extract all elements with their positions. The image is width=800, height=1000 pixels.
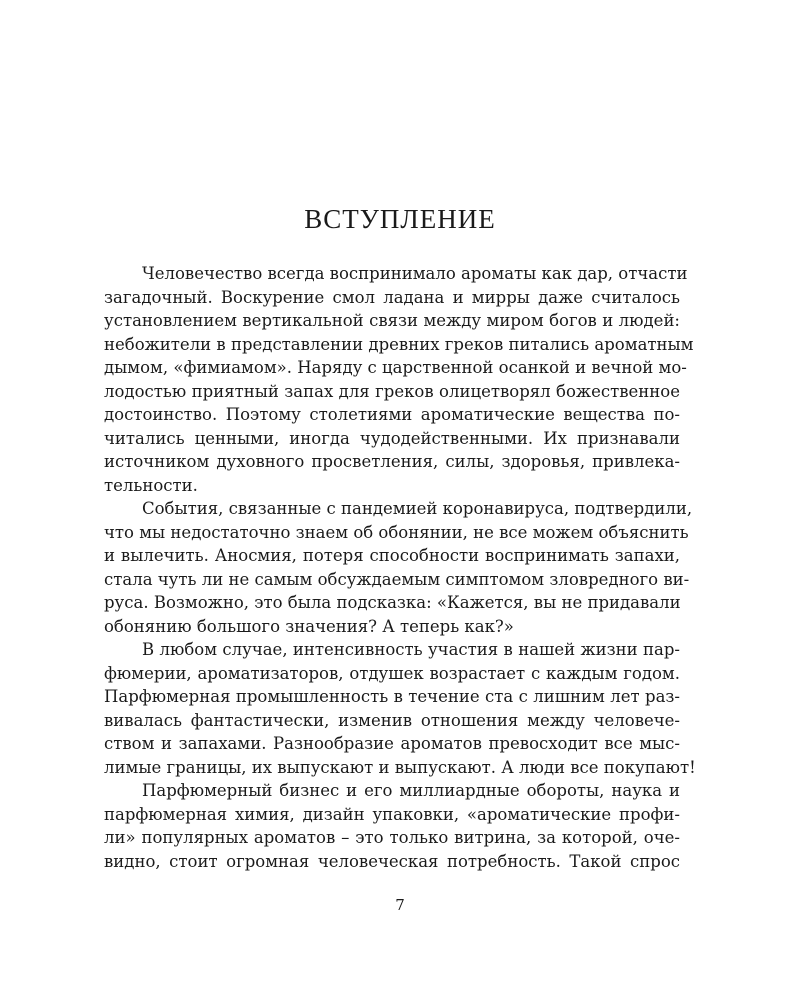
text-line: и вылечить. Аносмия, потеря способности воспринимать запахи, [104,546,680,565]
text-line: обонянию большого значения? А теперь как?» [104,616,514,636]
paragraph [104,262,694,497]
text-line: небожители в представлении древних греков питались ароматным [104,334,694,354]
chapter-heading: ВСТУПЛЕНИЕ [304,204,496,234]
text-line: руса. Возможно, это была подсказка: «Кажется, вы не придавали [104,593,681,612]
text-line: лодостью приятный запах для греков олицетворял божественное [104,381,680,401]
text-line: фюмерии, ароматизаторов, отдушек возрастает с каждым годом. [104,663,680,683]
text-line: ством и запахами. Разнообразие ароматов превосходит все мыс- [104,734,680,753]
text-line: установлением вертикальной связи между миром богов и людей: [104,311,680,330]
text-line: видно, стоит огромная человеческая потребность. Такой спрос [104,851,680,871]
paragraph [104,638,696,779]
text-line: ли» популярных ароматов – это только витрина, за которой, оче- [104,828,680,847]
text-line: парфюмерная химия, дизайн упаковки, «ароматические профи- [104,804,680,824]
text-line: События, связанные с пандемией коронавируса, подтвердили, [142,499,693,518]
text-line: источником духовного просветления, силы, здоровья, привлека- [104,452,680,471]
text-line: Человечество всегда воспринимало ароматы как дар, отчасти [142,264,688,283]
page-number: 7 [395,896,405,914]
text-line: Парфюмерная промышленность в течение ста с лишним лет раз- [104,687,680,706]
text-line: стала чуть ли не самым обсуждаемым симптомом зловредного ви- [104,569,690,589]
text-line: В любом случае, интенсивность участия в нашей жизни пар- [142,640,680,659]
text-line: Парфюмерный бизнес и его миллиардные обороты, наука и [142,781,680,800]
paragraph [104,779,680,873]
text-line: дымом, «фимиамом». Наряду с царственной осанкой и вечной мо- [104,358,687,377]
text-line: лимые границы, их выпускают и выпускают. А люди все покупают! [104,757,696,777]
paragraph [104,497,693,638]
body-text [104,262,696,873]
text-line: что мы недостаточно знаем об обонянии, не все можем объяснить [104,522,689,542]
text-line: загадочный. Воскурение смол ладана и мирры даже считалось [104,287,680,307]
text-line: вивалась фантастически, изменив отношения между человече- [104,710,680,730]
text-line: читались ценными, иногда чудодейственными. Их признавали [104,428,680,448]
text-line: тельности. [104,475,198,495]
text-line: достоинство. Поэтому столетиями ароматические вещества по- [104,405,680,424]
